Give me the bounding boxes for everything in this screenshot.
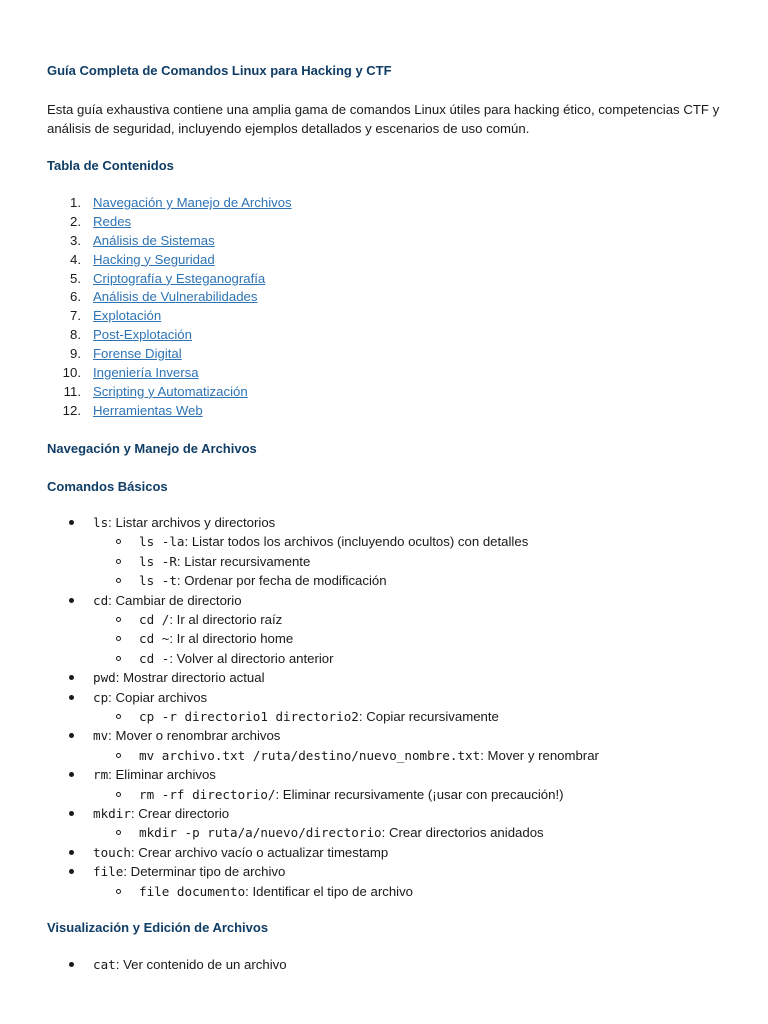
command-code: touch bbox=[93, 844, 131, 860]
toc-item bbox=[47, 326, 192, 345]
toc-link[interactable]: Forense Digital bbox=[93, 346, 182, 362]
command-description: : Crear directorio bbox=[130, 806, 230, 821]
command-description: : Eliminar recursivamente (¡usar con precaución!) bbox=[275, 786, 564, 802]
bullet-circle-icon bbox=[116, 636, 121, 641]
toc-item-number: 2. bbox=[70, 213, 81, 229]
command-description: : Identificar el tipo de archivo bbox=[245, 883, 414, 899]
bullet-circle-icon bbox=[116, 830, 121, 835]
command-description: : Mover y renombrar bbox=[480, 747, 599, 763]
toc-item bbox=[47, 307, 162, 326]
command-description: : Listar recursivamente bbox=[176, 553, 311, 569]
toc-item-number: 11. bbox=[63, 383, 81, 399]
bullet-circle-icon bbox=[116, 714, 121, 719]
toc-item-number: 8. bbox=[70, 327, 81, 343]
command-description: : Ir al directorio home bbox=[169, 631, 294, 647]
command-item bbox=[93, 955, 287, 974]
command-item bbox=[139, 629, 293, 648]
toc-link[interactable]: Hacking y Seguridad bbox=[93, 251, 215, 267]
intro-paragraph: Esta guía exhaustiva contiene una amplia gama de comandos Linux útiles para hacking ético, competencias CTF y análisis de seguridad, incluyendo ejemplos detallados y escenarios de uso común. bbox=[47, 102, 720, 136]
command-code: cd / bbox=[139, 612, 170, 627]
bullet-dot-icon bbox=[69, 850, 74, 855]
command-item bbox=[139, 571, 387, 590]
command-item bbox=[139, 746, 599, 765]
bullet-circle-icon bbox=[116, 539, 121, 544]
toc-item bbox=[47, 402, 203, 421]
toc-item bbox=[47, 345, 182, 364]
command-description: : Ordenar por fecha de modificación bbox=[176, 573, 387, 589]
command-code: file bbox=[93, 864, 124, 880]
command-code: file documento bbox=[139, 883, 246, 899]
command-description: : Ir al directorio raíz bbox=[169, 612, 283, 627]
bullet-circle-icon bbox=[116, 889, 121, 894]
command-code: ls -la bbox=[139, 534, 185, 550]
command-item bbox=[93, 591, 242, 610]
bullet-dot-icon bbox=[69, 772, 74, 777]
bullet-circle-icon bbox=[116, 656, 121, 661]
bullet-dot-icon bbox=[69, 962, 74, 967]
command-item bbox=[93, 765, 216, 784]
command-item bbox=[93, 862, 285, 881]
command-description: : Listar todos los archivos (incluyendo ocultos) con detalles bbox=[184, 534, 529, 550]
bullet-dot-icon bbox=[69, 598, 74, 603]
toc-item-number: 3. bbox=[70, 232, 81, 248]
toc-link[interactable]: Scripting y Automatización bbox=[93, 383, 248, 399]
command-description: : Volver al directorio anterior bbox=[169, 650, 334, 666]
section-heading-navegacion: Navegación y Manejo de Archivos bbox=[47, 441, 257, 456]
toc-link[interactable]: Redes bbox=[93, 213, 132, 229]
toc-item bbox=[47, 251, 215, 270]
command-code: cd - bbox=[139, 650, 170, 666]
command-description: : Mover o renombrar archivos bbox=[108, 728, 281, 744]
toc-item bbox=[47, 213, 132, 232]
toc-item bbox=[47, 270, 266, 289]
toc-link[interactable]: Análisis de Vulnerabilidades bbox=[93, 289, 258, 305]
command-description: : Crear directorios anidados bbox=[381, 825, 544, 841]
command-item bbox=[139, 785, 564, 804]
command-description: : Copiar recursivamente bbox=[358, 709, 499, 724]
command-item bbox=[139, 610, 282, 629]
toc-item-number: 1. bbox=[70, 195, 81, 210]
toc-item-number: 4. bbox=[70, 251, 81, 267]
command-code: cp bbox=[93, 689, 109, 705]
command-code: mv archivo.txt /ruta/destino/nuevo_nombre.txt bbox=[139, 747, 481, 763]
command-item bbox=[93, 513, 275, 532]
subsection-heading-visualizacion: Visualización y Edición de Archivos bbox=[47, 920, 269, 935]
bullet-circle-icon bbox=[116, 617, 121, 622]
command-description: : Cambiar de directorio bbox=[108, 592, 242, 608]
command-item bbox=[93, 668, 265, 687]
document-title: Guía Completa de Comandos Linux para Hacking y CTF bbox=[47, 63, 392, 78]
command-code: rm bbox=[93, 767, 109, 783]
command-item bbox=[93, 804, 229, 823]
bullet-circle-icon bbox=[116, 753, 121, 758]
toc-item bbox=[47, 364, 199, 383]
command-code: cp -r directorio1 directorio2 bbox=[139, 709, 359, 724]
command-item bbox=[139, 552, 310, 571]
bullet-dot-icon bbox=[69, 675, 74, 680]
bullet-circle-icon bbox=[116, 792, 121, 797]
command-description: : Copiar archivos bbox=[108, 689, 208, 705]
toc-link[interactable]: Ingeniería Inversa bbox=[93, 365, 199, 381]
toc-link[interactable]: Explotación bbox=[93, 308, 162, 324]
toc-link[interactable]: Criptografía y Esteganografía bbox=[93, 270, 266, 286]
toc-item-number: 9. bbox=[70, 346, 81, 362]
toc-item-number: 5. bbox=[70, 270, 81, 286]
command-description: : Determinar tipo de archivo bbox=[123, 864, 286, 880]
bullet-dot-icon bbox=[69, 695, 74, 700]
toc-item-number: 10. bbox=[62, 365, 81, 381]
toc-item bbox=[47, 232, 215, 251]
toc-link[interactable]: Navegación y Manejo de Archivos bbox=[93, 195, 292, 210]
command-code: cd bbox=[93, 592, 109, 608]
bullet-circle-icon bbox=[116, 578, 121, 583]
command-description: : Ver contenido de un archivo bbox=[115, 957, 287, 972]
toc-link[interactable]: Post-Explotación bbox=[93, 327, 192, 343]
command-code: mkdir -p ruta/a/nuevo/directorio bbox=[139, 825, 382, 841]
command-code: cd ~ bbox=[139, 631, 170, 647]
command-code: mv bbox=[93, 728, 109, 744]
command-description: : Mostrar directorio actual bbox=[115, 670, 265, 686]
command-item bbox=[93, 726, 280, 745]
command-code: mkdir bbox=[93, 806, 131, 821]
table-of-contents bbox=[47, 194, 292, 421]
command-item bbox=[139, 707, 499, 726]
toc-link[interactable]: Herramientas Web bbox=[93, 402, 203, 418]
command-code: ls -t bbox=[139, 573, 177, 589]
toc-item bbox=[47, 194, 292, 213]
subsection-heading-comandos-basicos: Comandos Básicos bbox=[47, 479, 168, 494]
command-item bbox=[139, 649, 334, 668]
bullet-dot-icon bbox=[69, 811, 74, 816]
command-code: ls -R bbox=[139, 553, 177, 569]
command-item bbox=[139, 532, 528, 551]
command-description: : Eliminar archivos bbox=[108, 767, 216, 783]
command-item bbox=[93, 688, 207, 707]
bullet-circle-icon bbox=[116, 559, 121, 564]
command-description: : Listar archivos y directorios bbox=[108, 515, 276, 530]
bullet-dot-icon bbox=[69, 520, 74, 525]
bullet-dot-icon bbox=[69, 869, 74, 874]
command-code: rm -rf directorio/ bbox=[139, 786, 276, 802]
command-description: : Crear archivo vacío o actualizar timestamp bbox=[130, 844, 389, 860]
command-code: pwd bbox=[93, 670, 116, 686]
toc-item bbox=[47, 383, 248, 402]
toc-item-number: 6. bbox=[70, 289, 81, 305]
command-code: ls bbox=[93, 515, 109, 530]
toc-link[interactable]: Análisis de Sistemas bbox=[93, 232, 215, 248]
bullet-dot-icon bbox=[69, 733, 74, 738]
command-item bbox=[139, 823, 544, 842]
toc-item bbox=[47, 288, 258, 307]
command-item bbox=[139, 882, 413, 901]
command-code: cat bbox=[93, 957, 116, 972]
toc-heading: Tabla de Contenidos bbox=[47, 158, 174, 173]
toc-item-number: 12. bbox=[62, 402, 81, 418]
command-item bbox=[93, 843, 388, 862]
toc-item-number: 7. bbox=[70, 308, 81, 324]
